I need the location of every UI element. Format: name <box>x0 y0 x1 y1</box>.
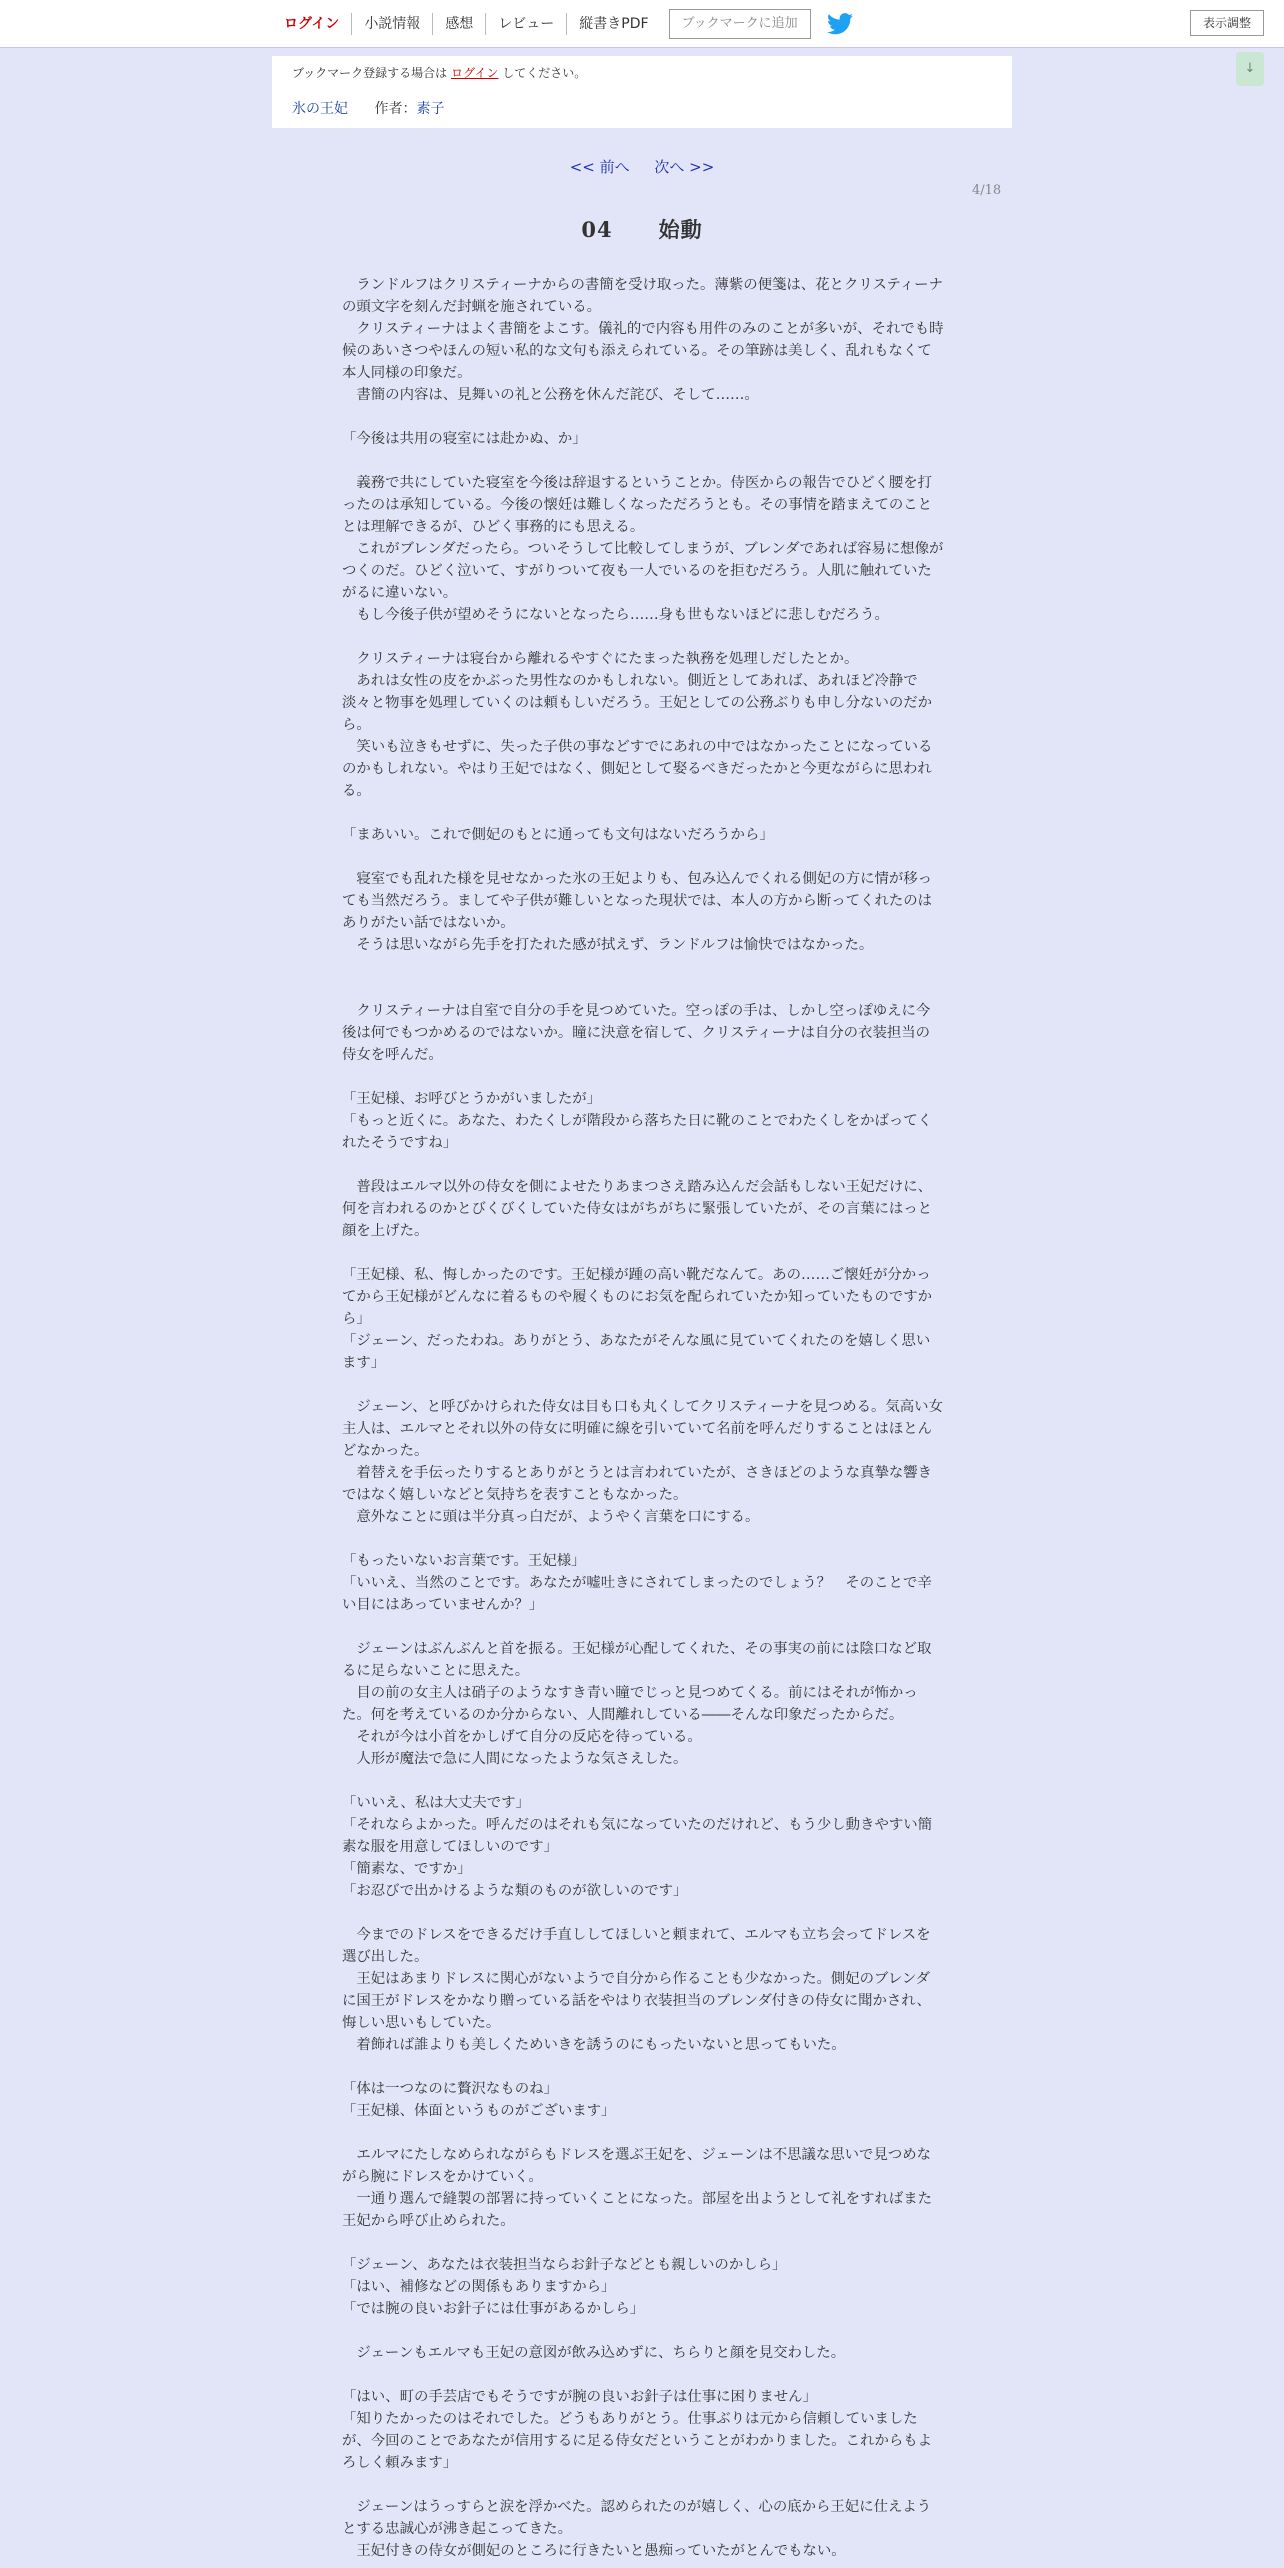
story-paragraph <box>342 2232 944 2254</box>
story-paragraph <box>342 846 944 868</box>
story-paragraph <box>342 2056 944 2078</box>
novel-title-link[interactable]: 氷の王妃 <box>292 101 348 117</box>
story-paragraph: ランドルフはクリスティーナからの書簡を受け取った。薄紫の便箋は、花とクリスティーナの頭文字を刻んだ封蝋を施されている。 <box>342 277 943 315</box>
nav-review[interactable]: レビュー <box>485 13 566 35</box>
story-paragraph: 今までのドレスをできるだけ手直ししてほしいと頼まれて、エルマも立ち会ってドレスを選び出した。 <box>342 1927 931 1965</box>
display-adjust-button[interactable]: 表示調整 <box>1190 10 1264 36</box>
chapter-number: 04 <box>581 217 613 242</box>
story-paragraph: 義務で共にしていた寝室を今後は辞退するということか。侍医からの報告でひどく腰を打ったのは承知している。今後の懐妊は難しくなっただろうとも。その事情を踏まえてのこととは理解できるが、ひどく事務的にも思える。 <box>342 475 933 535</box>
story-paragraph: 「いいえ、当然のことです。あなたが嘘吐きにされてしまったのでしょう？ そのことで辛い目にはあっていませんか？」 <box>342 1575 932 1613</box>
twitter-icon[interactable] <box>827 13 853 35</box>
story-paragraph: 「王妃様、お呼びとうかがいましたが」 <box>342 1091 602 1107</box>
story-paragraph: 着飾れば誰よりも美しくためいきを誘うのにもったいないと思ってもいた。 <box>342 2037 846 2053</box>
story-paragraph <box>342 2320 944 2342</box>
pager <box>0 156 1284 177</box>
story-paragraph <box>342 2122 944 2144</box>
story-paragraph: 普段はエルマ以外の侍女を側によせたりあまつさえ踏み込んだ会話もしない王妃だけに、何を言われるのかとびくびくしていた侍女はがちがちに緊張していたが、その言葉にはっと顔を上げた。 <box>342 1179 933 1239</box>
story-paragraph: 意外なことに頭は半分真っ白だが、ようやく言葉を口にする。 <box>342 1509 760 1525</box>
story-paragraph: 「もっと近くに。あなた、わたくしが階段から落ちた日に靴のことでわたくしをかばってくれたそうですね」 <box>342 1113 933 1151</box>
story-paragraph: 「もったいないお言葉です。王妃様」 <box>342 1553 586 1569</box>
story-paragraph: ジェーンはうっすらと涙を浮かべた。認められたのが嬉しく、心の底から王妃に仕えようとする忠誠心が沸き起こってきた。 <box>342 2499 932 2537</box>
story-paragraph: 寝室でも乱れた様を見せなかった氷の王妃よりも、包み込んでくれる側妃の方に情が移っても当然だろう。ましてや子供が難しいとなった現状では、本人の方から断ってくれたのはありがたい話ではないか。 <box>342 871 933 931</box>
chapter-title <box>0 214 1284 244</box>
story-paragraph <box>342 1902 944 1924</box>
story-paragraph: 「いいえ、私は大丈夫です」 <box>342 1795 530 1811</box>
story-paragraph <box>342 1528 944 1550</box>
page-count: 4/18 <box>972 183 1002 198</box>
story-paragraph: ジェーン、と呼びかけられた侍女は目も口も丸くしてクリスティーナを見つめる。気高い女主人は、エルマとそれ以外の侍女に明確に線を引いていて名前を呼んだりすることはほとんどなかった。 <box>342 1399 943 1459</box>
story-paragraph: あれは女性の皮をかぶった男性なのかもしれない。側近としてあれば、あれほど冷静で淡々と物事を処理していくのは頼もしいだろう。王妃としての公務ぶりも申し分ないのだから。 <box>342 673 933 733</box>
story-paragraph: 「ジェーン、あなたは衣装担当ならお針子などとも親しいのかしら」 <box>342 2257 787 2273</box>
story-paragraph: 「はい、補修などの関係もありますから」 <box>342 2279 616 2295</box>
story-paragraph <box>342 1770 944 1792</box>
story-paragraph: 「王妃様、私、悔しかったのです。王妃様が踵の高い靴だなんて。あの……ご懐妊が分かってから王妃様がどんなに着るものや履くものにお気を配られていたか知っていたものですから」 <box>342 1267 933 1327</box>
story-paragraph: クリスティーナはよく書簡をよこす。儀礼的で内容も用件のみのことが多いが、それでも時候のあいさつやほんの短い私的な文句も添えられている。その筆跡は美しく、乱れもなくて本人同様の印象だ。 <box>342 321 944 381</box>
story-paragraph: 目の前の女主人は硝子のようなすき青い瞳でじっと見つめてくる。前にはそれが怖かった。何を考えているのか分からない、人間離れしている――そんな印象だったからだ。 <box>342 1685 918 1723</box>
story-paragraph: もし今後子供が望めそうにないとなったら……身も世もないほどに悲しむだろう。 <box>342 607 889 623</box>
story-paragraph <box>342 2474 944 2496</box>
nav-login[interactable]: ログイン <box>284 16 340 32</box>
story-paragraph: 一通り選んで縫製の部署に持っていくことになった。部屋を出ようとして礼をすればまた王妃から呼び止められた。 <box>342 2191 933 2229</box>
nav-impressions[interactable]: 感想 <box>432 13 485 35</box>
story-paragraph <box>342 626 944 648</box>
story-paragraph: 「簡素な、ですか」 <box>342 1861 472 1877</box>
chapter-name: 始動 <box>658 217 703 242</box>
story-paragraph: 人形が魔法で急に人間になったような気さえした。 <box>342 1751 688 1767</box>
story-paragraph: 「ジェーン、だったわね。ありがとう、あなたがそんな風に見ていてくれたのを嬉しく思います」 <box>342 1333 931 1371</box>
story-paragraph <box>342 2364 944 2386</box>
story-paragraph <box>342 450 944 472</box>
story-paragraph: ジェーンはぶんぶんと首を振る。王妃様が心配してくれた、その事実の前には陰口など取るに足らないことに思えた。 <box>342 1641 932 1679</box>
top-nav-bar <box>0 0 1284 48</box>
story-paragraph: 「今後は共用の寝室には赴かぬ、か」 <box>342 431 587 447</box>
scroll-down-button[interactable]: ↓ <box>1236 52 1264 86</box>
notice-text-after: してください。 <box>502 66 587 80</box>
story-paragraph <box>342 978 944 1000</box>
story-paragraph <box>342 802 944 824</box>
story-paragraph <box>342 1154 944 1176</box>
story-paragraph: 「知りたかったのはそれでした。どうもありがとう。仕事ぶりは元から信頼していましたが、今回のことであなたが信用するに足る侍女だということがわかりました。これからもよろしく頼みます」 <box>342 2411 933 2471</box>
notice-login-link[interactable]: ログイン <box>451 66 499 80</box>
nav-vertical-pdf[interactable]: 縦書きPDF <box>566 13 660 35</box>
story-paragraph: 「お忍びで出かけるような類のものが欲しいのです」 <box>342 1883 688 1899</box>
story-paragraph: 「では腕の良いお針子には仕事があるかしら」 <box>342 2301 645 2317</box>
notice-text-before: ブックマーク登録する場合は <box>292 66 448 80</box>
story-paragraph: 王妃付きの侍女が側妃のところに行きたいと愚痴っていたがとんでもない。 <box>342 2543 846 2559</box>
story-paragraph: それが今は小首をかしげて自分の反応を待っている。 <box>342 1729 702 1745</box>
story-paragraph <box>342 406 944 428</box>
story-paragraph: 「王妃様、体面というものがございます」 <box>342 2103 616 2119</box>
story-paragraph <box>342 1066 944 1088</box>
story-paragraph: 王妃はあまりドレスに関心がないようで自分から作ることも少なかった。側妃のブレンダに国王がドレスをかなり贈っている話をやはり衣装担当のブレンダ付きの侍女に聞かされ、悔しい思いもしていた。 <box>342 1971 931 2031</box>
story-paragraph <box>342 1374 944 1396</box>
story-paragraph: そうは思いながら先手を打たれた感が拭えず、ランドルフは愉快ではなかった。 <box>342 937 874 953</box>
prev-page-link[interactable]: << 前へ <box>569 158 630 176</box>
story-paragraph: エルマにたしなめられながらもドレスを選ぶ王妃を、ジェーンは不思議な思いで見つめながら腕にドレスをかけていく。 <box>342 2147 932 2185</box>
next-page-link[interactable]: 次へ >> <box>654 158 715 176</box>
story-paragraph <box>342 1616 944 1638</box>
story-paragraph: 「まあいい。これで側妃のもとに通っても文句はないだろうから」 <box>342 827 774 843</box>
novel-info-box <box>272 56 1012 128</box>
story-paragraph: クリスティーナは自室で自分の手を見つめていた。空っぽの手は、しかし空っぽゆえに今後は何でもつかめるのではないか。瞳に決意を宿して、クリスティーナは自分の衣装担当の侍女を呼んだ。 <box>342 1003 931 1063</box>
story-paragraph: 「体は一つなのに贅沢なものね」 <box>342 2081 558 2097</box>
story-body <box>342 274 944 2562</box>
novel-meta <box>292 98 444 118</box>
story-paragraph: 書簡の内容は、見舞いの礼と公務を休んだ詫び、そして……。 <box>342 387 759 403</box>
author-link[interactable]: 素子 <box>416 101 445 117</box>
story-paragraph: 笑いも泣きもせずに、失った子供の事などすでにあれの中ではなかったことになっているのかもしれない。やはり王妃ではなく、側妃として娶るべきだったかと今更ながらに思われる。 <box>342 739 933 799</box>
story-paragraph: クリスティーナは寝台から離れるやすぐにたまった執務を処理しだしたとか。 <box>342 651 859 667</box>
story-paragraph: 着替えを手伝ったりするとありがとうとは言われていたが、さきほどのような真摯な響きではなく嬉しいなどと気持ちを表すこともなかった。 <box>342 1465 933 1503</box>
story-paragraph: 「それならよかった。呼んだのはそれも気になっていたのだけれど、もう少し動きやすい簡素な服を用意してほしいのです」 <box>342 1817 933 1855</box>
story-paragraph: これがブレンダだったら。ついそうして比較してしまうが、ブレンダであれば容易に想像がつくのだ。ひどく泣いて、すがりついて夜も一人でいるのを拒むだろう。人肌に触れていたがるに違いない。 <box>342 541 944 601</box>
story-paragraph <box>342 1242 944 1264</box>
bookmark-notice <box>292 64 586 81</box>
story-paragraph <box>342 956 944 978</box>
author-label: 作者： <box>374 101 417 117</box>
nav-novel-info[interactable]: 小説情報 <box>351 13 432 35</box>
story-paragraph: ジェーンもエルマも王妃の意図が飲み込めずに、ちらりと顔を見交わした。 <box>342 2345 846 2361</box>
story-paragraph: 「はい、町の手芸店でもそうですが腕の良いお針子は仕事に困りません」 <box>342 2389 817 2405</box>
bookmark-add-button[interactable]: ブックマークに追加 <box>669 9 811 39</box>
nav-menu <box>272 0 853 48</box>
